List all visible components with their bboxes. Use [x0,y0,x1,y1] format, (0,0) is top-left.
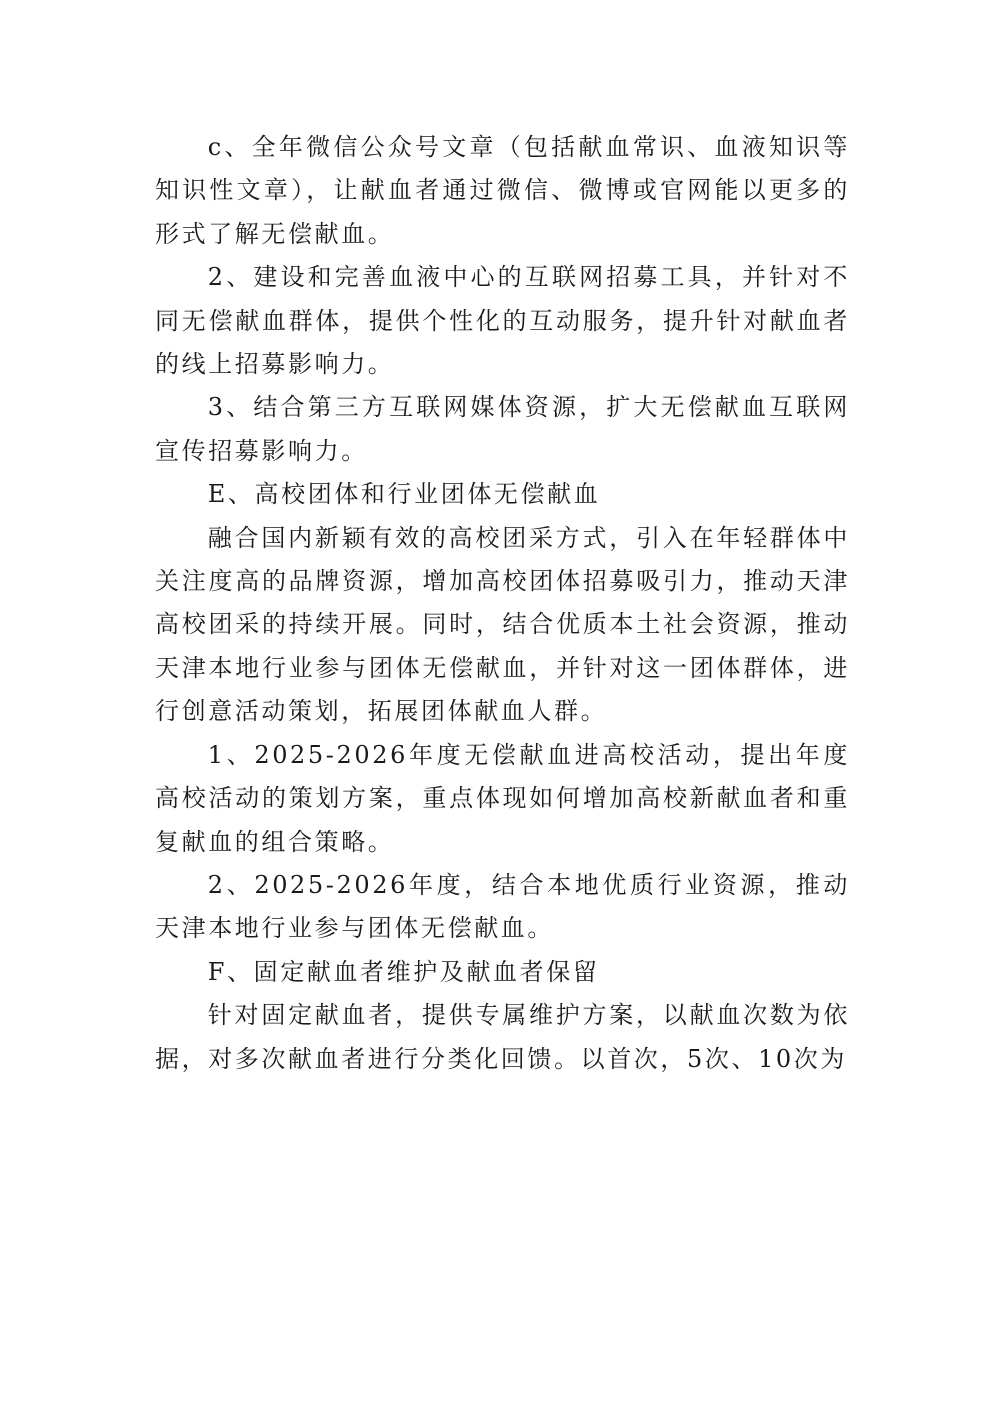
paragraph-industry-resources: 2、2025-2026年度，结合本地优质行业资源，推动天津本地行业参与团体无偿献血。 [155,870,850,943]
paragraph-third-party-media: 3、结合第三方互联网媒体资源，扩大无偿献血互联网宣传招募影响力。 [155,393,850,465]
paragraph-university-group-collection: 融合国内新颖有效的高校团采方式，引入在年轻群体中关注度高的品牌资源，增加高校团体招募吸引力，推动天津高校团采的持续开展。同时，结合优质本土社会资源，推动天津本地行业参与团体无偿献血，并针对这一团体群体，进行创意活动策划，拓展团体献血人群。 [155,523,850,726]
section-heading-e: E、高校团体和行业团体无偿献血 [207,480,601,509]
paragraph-university-activities: 1、2025-2026年度无偿献血进高校活动，提出年度高校活动的策划方案，重点体现如何增加高校新献血者和重复献血的组合策略。 [155,740,850,856]
document-body [155,126,850,1081]
paragraph-wechat-articles: c、全年微信公众号文章（包括献血常识、血液知识等知识性文章），让献血者通过微信、微博或官网能以更多的形式了解无偿献血。 [155,133,850,248]
paragraph-regular-donor-maintenance: 针对固定献血者，提供专属维护方案，以献血次数为依据，对多次献血者进行分类化回馈。以首次，5次、10次为 [155,1001,850,1073]
section-heading-f: F、固定献血者维护及献血者保留 [207,957,600,986]
paragraph-internet-recruitment-tools: 2、建设和完善血液中心的互联网招募工具，并针对不同无偿献血群体，提供个性化的互动服务，提升针对献血者的线上招募影响力。 [155,263,850,379]
